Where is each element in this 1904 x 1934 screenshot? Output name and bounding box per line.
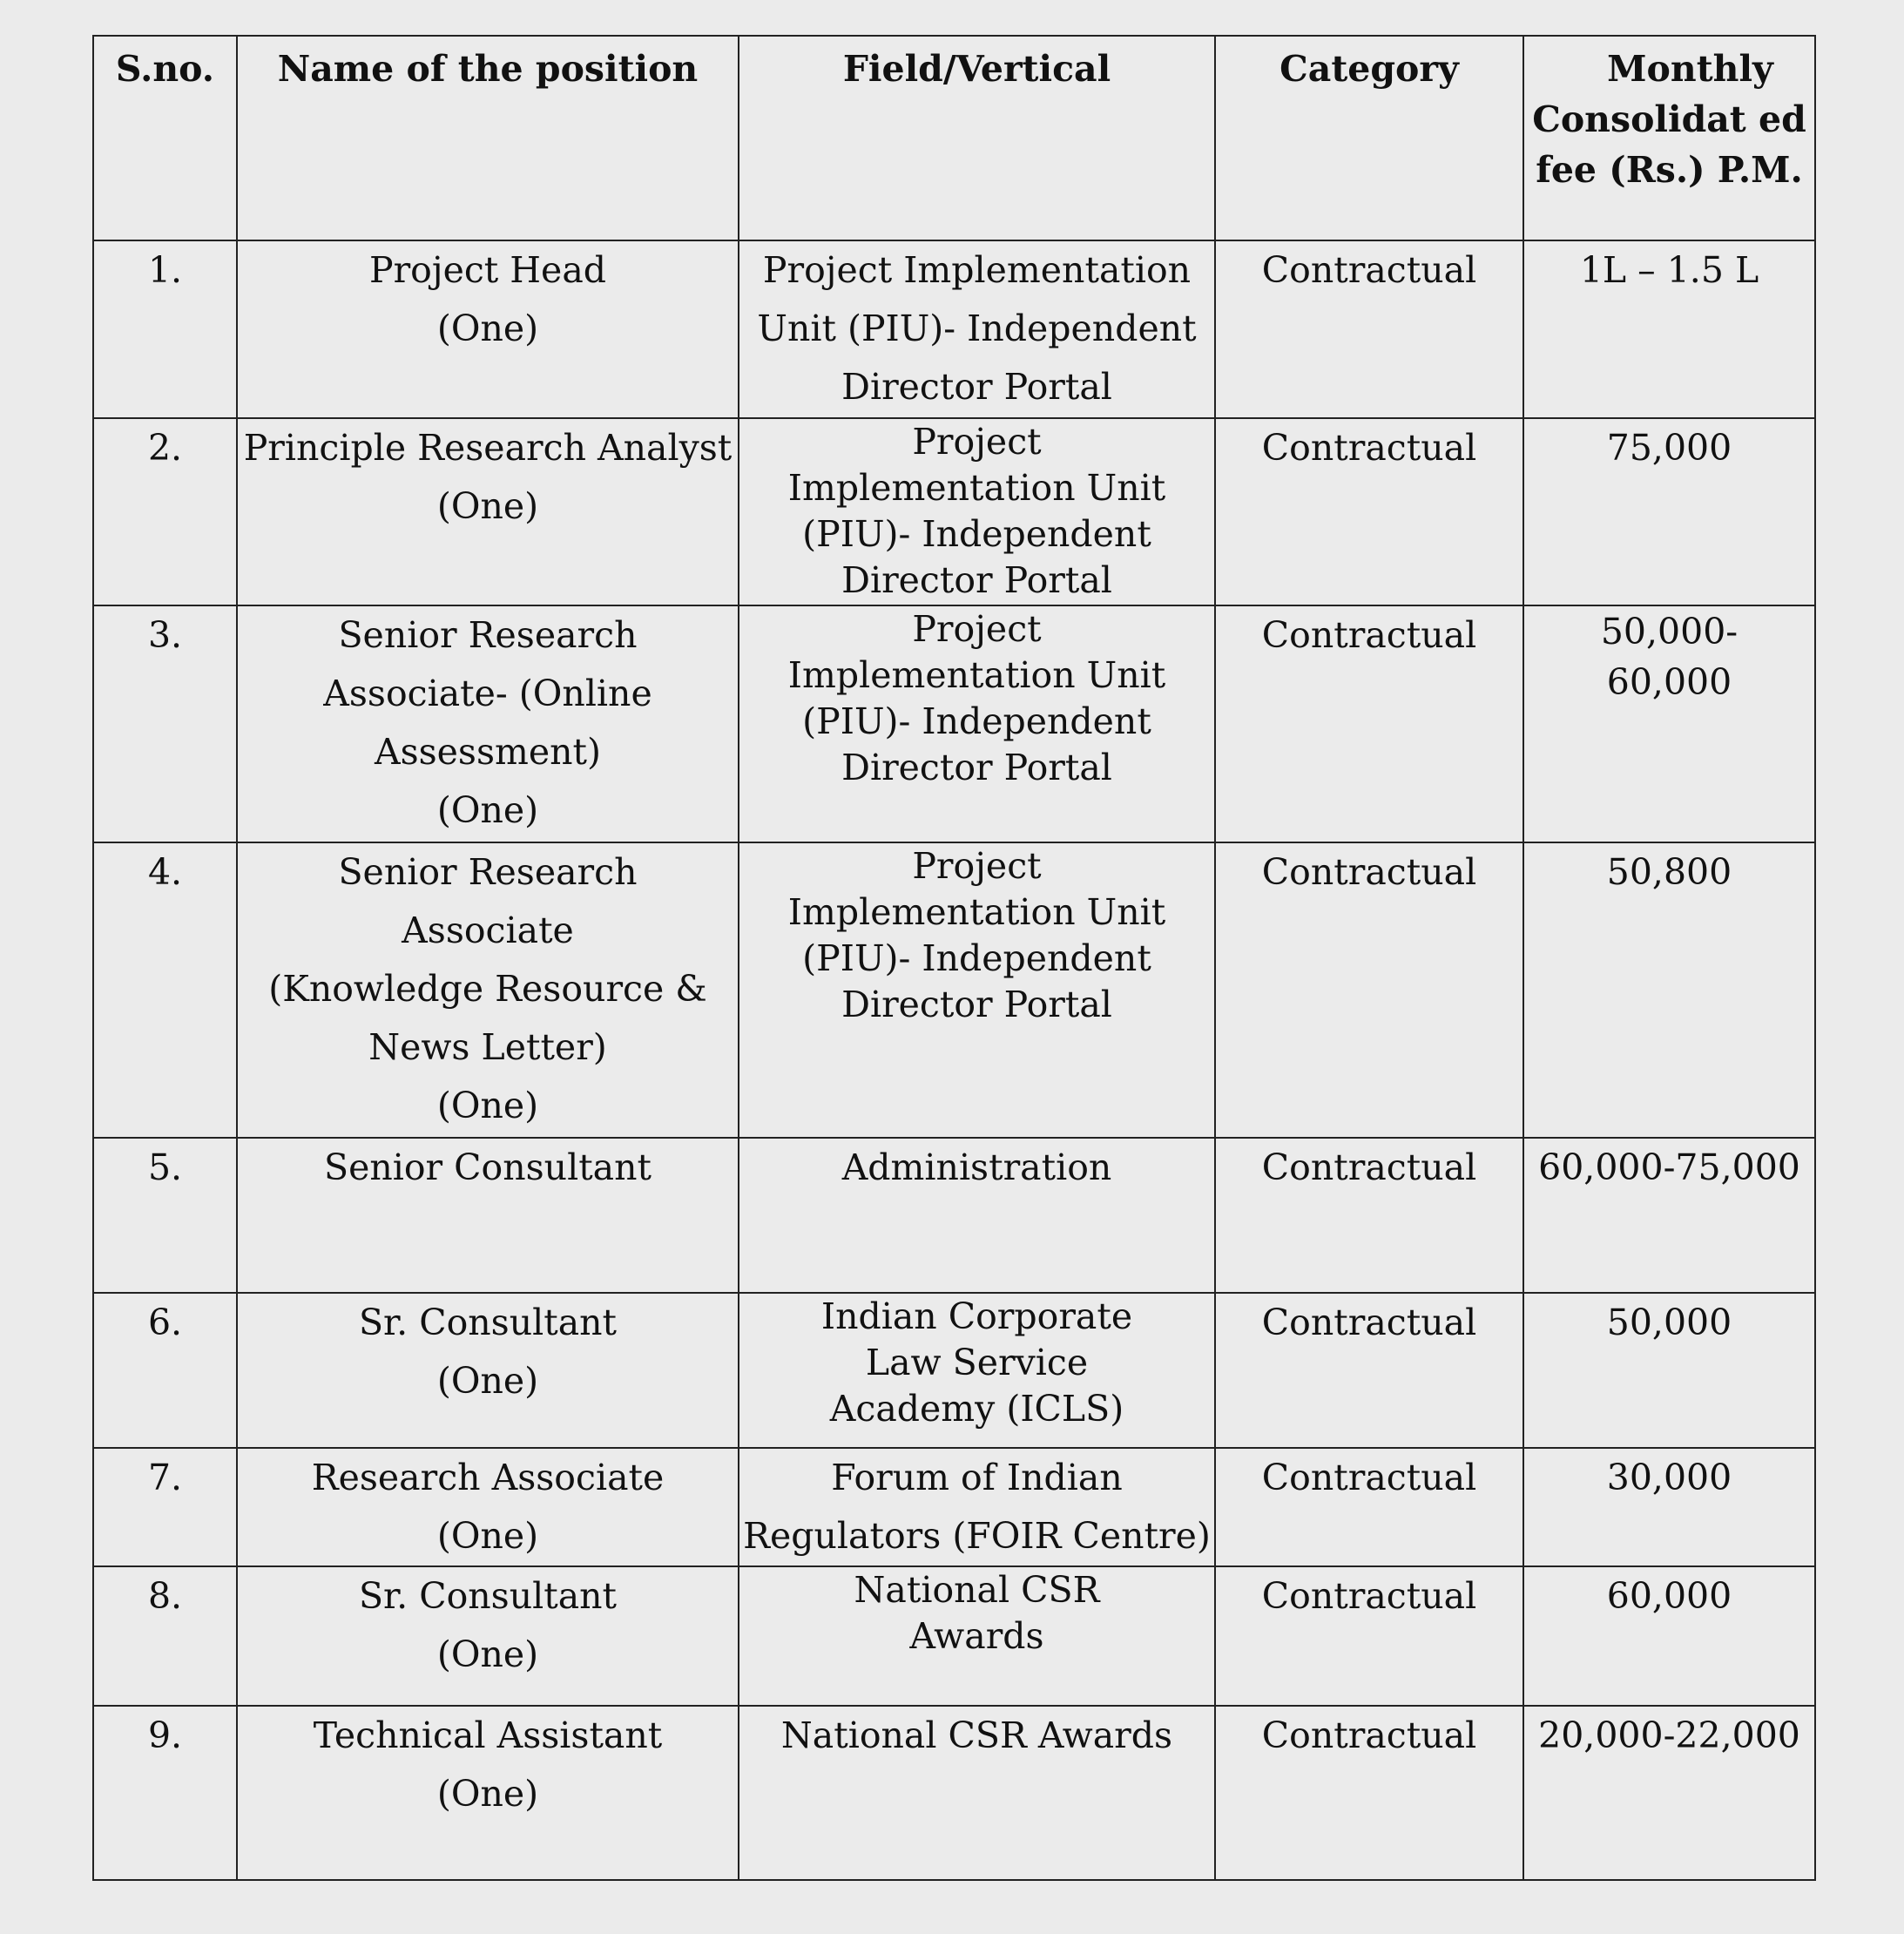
header-category: Category (1215, 36, 1523, 240)
field-vertical-line: Unit (PIU)- Independent (757, 308, 1197, 349)
table-row (93, 1706, 1815, 1880)
fee-line: 75,000 (1606, 427, 1732, 469)
cell-monthly-fee (1523, 418, 1815, 605)
field-vertical-line: (PIU)- Independent (802, 937, 1151, 979)
field-vertical-line: Director Portal (841, 747, 1112, 788)
cell-category: Contractual (1215, 240, 1523, 418)
header-fee-line: (Rs.) P.M. (1609, 149, 1803, 191)
table-row (93, 605, 1815, 842)
table-row (93, 240, 1815, 418)
fee-line: 20,000-22,000 (1538, 1714, 1800, 1756)
table-row (93, 1138, 1815, 1293)
position-name-line: (One) (436, 1360, 539, 1402)
fee-line: 50,000- (1600, 611, 1739, 653)
cell-field-vertical (739, 1138, 1215, 1293)
position-name-line: Senior Research (338, 614, 638, 656)
position-name-line: Associate (402, 910, 574, 951)
cell-field-vertical (739, 418, 1215, 605)
field-vertical-line: Implementation Unit (787, 891, 1166, 933)
cell-monthly-fee (1523, 1566, 1815, 1706)
field-vertical-line: Regulators (FOIR Centre) (743, 1515, 1211, 1557)
cell-category: Contractual (1215, 1138, 1523, 1293)
cell-sno: 1. (93, 240, 237, 418)
positions-table (92, 35, 1816, 1881)
fee-line: 1L – 1.5 L (1579, 249, 1759, 291)
field-vertical-line: National CSR (854, 1569, 1100, 1611)
fee-line: 50,000 (1606, 1302, 1732, 1343)
position-name-line: Senior Consultant (323, 1146, 652, 1188)
cell-position-name (237, 842, 739, 1138)
header-field: Field/Vertical (739, 36, 1215, 240)
fee-line: 50,800 (1606, 851, 1732, 893)
cell-field-vertical (739, 605, 1215, 842)
position-name-line: (One) (436, 1085, 539, 1126)
header-row (93, 36, 1815, 240)
position-name-line: (One) (436, 789, 539, 831)
field-vertical-line: Implementation Unit (787, 467, 1166, 509)
position-name-line: Technical Assistant (313, 1714, 663, 1756)
position-name-line: Assessment) (374, 731, 602, 773)
cell-position-name (237, 418, 739, 605)
field-vertical-line: Project (912, 608, 1042, 650)
cell-monthly-fee (1523, 1448, 1815, 1566)
cell-position-name (237, 1138, 739, 1293)
position-name-line: (One) (436, 485, 539, 527)
field-vertical-line: Project (912, 421, 1042, 463)
table-row (93, 842, 1815, 1138)
field-vertical-line: National CSR Awards (780, 1714, 1173, 1756)
cell-position-name (237, 605, 739, 842)
field-vertical-line: Director Portal (841, 559, 1112, 601)
field-vertical-line: (PIU)- Independent (802, 513, 1151, 555)
cell-category: Contractual (1215, 1566, 1523, 1706)
cell-category: Contractual (1215, 842, 1523, 1138)
position-name-line: (One) (436, 1773, 539, 1815)
fee-line: 60,000 (1606, 661, 1732, 703)
cell-position-name (237, 240, 739, 418)
cell-category: Contractual (1215, 1448, 1523, 1566)
field-vertical-line: Forum of Indian (831, 1457, 1123, 1498)
field-vertical-line: Project (912, 845, 1042, 887)
fee-line: 60,000 (1606, 1575, 1732, 1617)
position-name-line: News Letter) (368, 1026, 607, 1068)
position-name-line: Principle Research Analyst (243, 427, 733, 469)
position-name-line: Senior Research (338, 851, 638, 893)
cell-sno: 3. (93, 605, 237, 842)
cell-category: Contractual (1215, 418, 1523, 605)
position-name-line: Sr. Consultant (358, 1302, 618, 1343)
cell-sno: 4. (93, 842, 237, 1138)
header-name: Name of the position (237, 36, 739, 240)
field-vertical-line: (PIU)- Independent (802, 700, 1151, 742)
cell-sno: 6. (93, 1293, 237, 1448)
header-fee-line: ed fee (1536, 98, 1806, 191)
cell-position-name (237, 1293, 739, 1448)
cell-category: Contractual (1215, 1293, 1523, 1448)
cell-field-vertical (739, 842, 1215, 1138)
cell-field-vertical (739, 1293, 1215, 1448)
cell-position-name (237, 1706, 739, 1880)
field-vertical-line: Project Implementation (762, 249, 1192, 291)
cell-field-vertical (739, 240, 1215, 418)
cell-monthly-fee (1523, 240, 1815, 418)
field-vertical-line: Law Service (865, 1342, 1089, 1383)
field-vertical-line: Director Portal (841, 984, 1112, 1025)
field-vertical-line: Director Portal (841, 366, 1112, 408)
cell-category: Contractual (1215, 1706, 1523, 1880)
field-vertical-line: Implementation Unit (787, 654, 1166, 696)
fee-line: 30,000 (1606, 1457, 1732, 1498)
position-name-line: Project Head (368, 249, 607, 291)
position-name-line: (One) (436, 1515, 539, 1557)
cell-position-name (237, 1448, 739, 1566)
cell-field-vertical (739, 1566, 1215, 1706)
fee-line: 60,000-75,000 (1538, 1146, 1800, 1188)
position-name-line: (One) (436, 308, 539, 349)
cell-monthly-fee (1523, 1138, 1815, 1293)
cell-sno: 7. (93, 1448, 237, 1566)
header-fee (1523, 36, 1815, 240)
position-name-line: Research Associate (311, 1457, 665, 1498)
cell-field-vertical (739, 1448, 1215, 1566)
header-fee-line: Consolidat (1532, 98, 1746, 140)
position-name-line: (Knowledge Resource & (268, 968, 707, 1010)
header-sno: S.no. (93, 36, 237, 240)
table-row (93, 1566, 1815, 1706)
cell-monthly-fee (1523, 842, 1815, 1138)
header-fee-line: Monthly (1607, 48, 1773, 90)
table-row (93, 1293, 1815, 1448)
position-name-line: Sr. Consultant (358, 1575, 618, 1617)
cell-sno: 8. (93, 1566, 237, 1706)
table-row (93, 1448, 1815, 1566)
field-vertical-line: Indian Corporate (820, 1295, 1133, 1337)
cell-category: Contractual (1215, 605, 1523, 842)
cell-monthly-fee (1523, 605, 1815, 842)
position-name-line: Associate- (Online (323, 673, 652, 714)
cell-position-name (237, 1566, 739, 1706)
cell-monthly-fee (1523, 1293, 1815, 1448)
cell-monthly-fee (1523, 1706, 1815, 1880)
cell-field-vertical (739, 1706, 1215, 1880)
field-vertical-line: Academy (ICLS) (829, 1388, 1124, 1430)
cell-sno: 9. (93, 1706, 237, 1880)
field-vertical-line: Administration (841, 1146, 1112, 1188)
cell-sno: 2. (93, 418, 237, 605)
cell-sno: 5. (93, 1138, 237, 1293)
position-name-line: (One) (436, 1633, 539, 1675)
table-row (93, 418, 1815, 605)
field-vertical-line: Awards (909, 1615, 1044, 1657)
